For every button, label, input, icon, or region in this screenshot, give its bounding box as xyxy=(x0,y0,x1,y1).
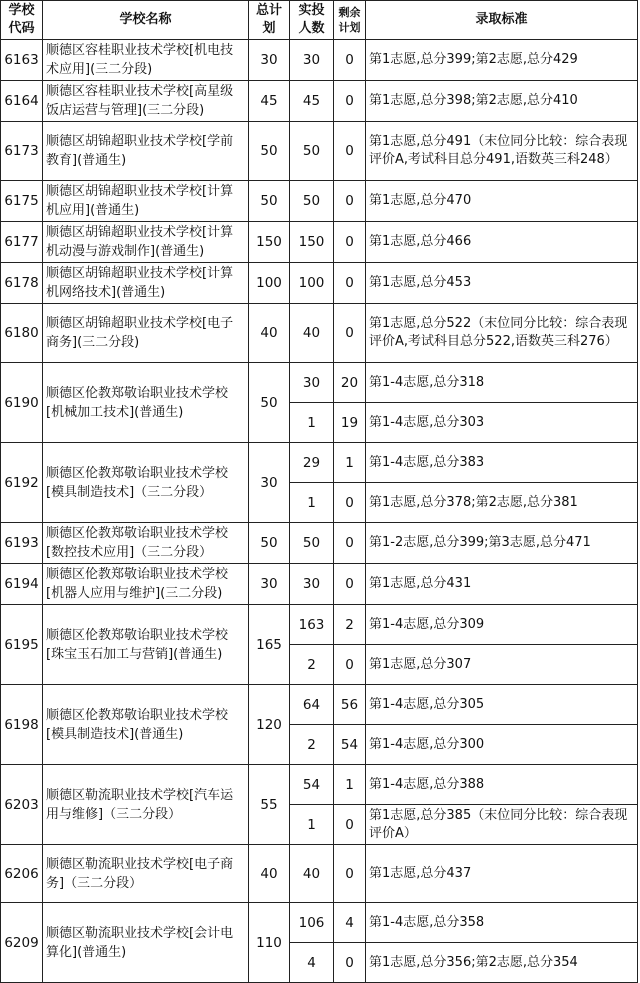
remaining-plan: 0 xyxy=(334,263,366,304)
remaining-plan: 0 xyxy=(334,805,366,845)
school-code: 6198 xyxy=(1,685,43,765)
remaining-plan: 19 xyxy=(334,403,366,443)
school-code: 6180 xyxy=(1,304,43,363)
school-code: 6206 xyxy=(1,845,43,903)
school-code: 6175 xyxy=(1,181,43,222)
admission-standard: 第1志愿,总分522（末位同分比较：综合表现评价A,考试科目总分522,语数英三科276） xyxy=(366,304,638,363)
remaining-plan: 54 xyxy=(334,725,366,765)
header-code: 学校代码 xyxy=(1,1,43,40)
admission-standard: 第1-2志愿,总分399;第3志愿,总分471 xyxy=(366,523,638,564)
admission-standard: 第1-4志愿,总分358 xyxy=(366,903,638,943)
admission-standard: 第1志愿,总分453 xyxy=(366,263,638,304)
table-row xyxy=(1,564,638,605)
admission-standard: 第1志愿,总分466 xyxy=(366,222,638,263)
table-row xyxy=(1,363,638,403)
remaining-plan: 1 xyxy=(334,443,366,483)
enrolled-count: 50 xyxy=(290,122,334,181)
school-code: 6190 xyxy=(1,363,43,443)
enrolled-count: 29 xyxy=(290,443,334,483)
table-row xyxy=(1,304,638,363)
school-name: 顺德区胡锦超职业技术学校[电子商务](三二分段) xyxy=(43,304,249,363)
admission-standard: 第1-4志愿,总分318 xyxy=(366,363,638,403)
school-name: 顺德区伦教郑敬诒职业技术学校[机械加工技术](普通生) xyxy=(43,363,249,443)
remaining-plan: 0 xyxy=(334,845,366,903)
table-row xyxy=(1,181,638,222)
enrolled-count: 2 xyxy=(290,645,334,685)
school-code: 6177 xyxy=(1,222,43,263)
total-plan: 45 xyxy=(249,81,290,122)
school-name: 顺德区胡锦超职业技术学校[学前教育](普通生) xyxy=(43,122,249,181)
school-name: 顺德区容桂职业技术学校[机电技术应用](三二分段) xyxy=(43,40,249,81)
header-enrolled: 实投人数 xyxy=(290,1,334,40)
enrolled-count: 40 xyxy=(290,845,334,903)
total-plan: 40 xyxy=(249,845,290,903)
remaining-plan: 0 xyxy=(334,523,366,564)
total-plan: 165 xyxy=(249,605,290,685)
remaining-plan: 0 xyxy=(334,181,366,222)
total-plan: 40 xyxy=(249,304,290,363)
table-row xyxy=(1,523,638,564)
admission-standard: 第1志愿,总分307 xyxy=(366,645,638,685)
total-plan: 30 xyxy=(249,564,290,605)
admission-standard: 第1-4志愿,总分309 xyxy=(366,605,638,645)
admission-standard: 第1志愿,总分385（末位同分比较：综合表现评价A） xyxy=(366,805,638,845)
school-code: 6192 xyxy=(1,443,43,523)
enrolled-count: 1 xyxy=(290,483,334,523)
enrolled-count: 2 xyxy=(290,725,334,765)
school-name: 顺德区伦教郑敬诒职业技术学校[机器人应用与维护](三二分段) xyxy=(43,564,249,605)
enrolled-count: 106 xyxy=(290,903,334,943)
table-body xyxy=(1,40,638,983)
table-row xyxy=(1,685,638,725)
total-plan: 50 xyxy=(249,181,290,222)
remaining-plan: 4 xyxy=(334,903,366,943)
header-total: 总计划 xyxy=(249,1,290,40)
school-code: 6173 xyxy=(1,122,43,181)
school-name: 顺德区胡锦超职业技术学校[计算机动漫与游戏制作](普通生) xyxy=(43,222,249,263)
school-name: 顺德区勒流职业技术学校[电子商务]（三二分段） xyxy=(43,845,249,903)
enrolled-count: 30 xyxy=(290,363,334,403)
admission-standard: 第1志愿,总分470 xyxy=(366,181,638,222)
school-name: 顺德区伦教郑敬诒职业技术学校[珠宝玉石加工与营销](普通生) xyxy=(43,605,249,685)
remaining-plan: 0 xyxy=(334,40,366,81)
table-row xyxy=(1,605,638,645)
table-row xyxy=(1,263,638,304)
admission-standard: 第1志愿,总分431 xyxy=(366,564,638,605)
header-row xyxy=(1,1,638,40)
enrolled-count: 45 xyxy=(290,81,334,122)
school-code: 6195 xyxy=(1,605,43,685)
remaining-plan: 56 xyxy=(334,685,366,725)
remaining-plan: 0 xyxy=(334,483,366,523)
enrolled-count: 30 xyxy=(290,564,334,605)
school-name: 顺德区胡锦超职业技术学校[计算机网络技术](普通生) xyxy=(43,263,249,304)
header-standard: 录取标准 xyxy=(366,1,638,40)
school-code: 6178 xyxy=(1,263,43,304)
school-code: 6193 xyxy=(1,523,43,564)
enrolled-count: 1 xyxy=(290,805,334,845)
school-code: 6194 xyxy=(1,564,43,605)
admission-standard: 第1-4志愿,总分305 xyxy=(366,685,638,725)
admission-standard: 第1志愿,总分398;第2志愿,总分410 xyxy=(366,81,638,122)
school-name: 顺德区伦教郑敬诒职业技术学校[模具制造技术]（三二分段） xyxy=(43,443,249,523)
enrolled-count: 150 xyxy=(290,222,334,263)
enrolled-count: 50 xyxy=(290,181,334,222)
school-name: 顺德区容桂职业技术学校[高星级饭店运营与管理](三二分段) xyxy=(43,81,249,122)
remaining-plan: 0 xyxy=(334,122,366,181)
enrolled-count: 100 xyxy=(290,263,334,304)
total-plan: 50 xyxy=(249,363,290,443)
table-row xyxy=(1,903,638,943)
remaining-plan: 1 xyxy=(334,765,366,805)
enrolled-count: 4 xyxy=(290,943,334,983)
admission-standard: 第1志愿,总分356;第2志愿,总分354 xyxy=(366,943,638,983)
enrolled-count: 40 xyxy=(290,304,334,363)
total-plan: 50 xyxy=(249,523,290,564)
school-name: 顺德区伦教郑敬诒职业技术学校[数控技术应用]（三二分段） xyxy=(43,523,249,564)
school-name: 顺德区勒流职业技术学校[会计电算化](普通生) xyxy=(43,903,249,983)
enrolled-count: 163 xyxy=(290,605,334,645)
total-plan: 50 xyxy=(249,122,290,181)
total-plan: 30 xyxy=(249,40,290,81)
admission-standard: 第1-4志愿,总分388 xyxy=(366,765,638,805)
header-school: 学校名称 xyxy=(43,1,249,40)
total-plan: 120 xyxy=(249,685,290,765)
total-plan: 150 xyxy=(249,222,290,263)
admission-standard: 第1志愿,总分378;第2志愿,总分381 xyxy=(366,483,638,523)
admission-standard: 第1志愿,总分491（末位同分比较：综合表现评价A,考试科目总分491,语数英三科248） xyxy=(366,122,638,181)
remaining-plan: 0 xyxy=(334,943,366,983)
school-code: 6163 xyxy=(1,40,43,81)
admission-standard: 第1-4志愿,总分300 xyxy=(366,725,638,765)
total-plan: 110 xyxy=(249,903,290,983)
school-name: 顺德区勒流职业技术学校[汽车运用与维修]（三二分段） xyxy=(43,765,249,845)
total-plan: 30 xyxy=(249,443,290,523)
enrolled-count: 54 xyxy=(290,765,334,805)
school-code: 6203 xyxy=(1,765,43,845)
remaining-plan: 0 xyxy=(334,564,366,605)
remaining-plan: 0 xyxy=(334,304,366,363)
remaining-plan: 20 xyxy=(334,363,366,403)
header-remaining: 剩余计划 xyxy=(334,1,366,40)
admission-standard: 第1-4志愿,总分383 xyxy=(366,443,638,483)
table-row xyxy=(1,40,638,81)
enrolled-count: 30 xyxy=(290,40,334,81)
remaining-plan: 2 xyxy=(334,605,366,645)
table-row xyxy=(1,81,638,122)
total-plan: 100 xyxy=(249,263,290,304)
school-name: 顺德区胡锦超职业技术学校[计算机应用](普通生) xyxy=(43,181,249,222)
table-row xyxy=(1,443,638,483)
school-name: 顺德区伦教郑敬诒职业技术学校[模具制造技术](普通生) xyxy=(43,685,249,765)
enrolled-count: 1 xyxy=(290,403,334,443)
school-code: 6164 xyxy=(1,81,43,122)
school-code: 6209 xyxy=(1,903,43,983)
table-row xyxy=(1,845,638,903)
enrolled-count: 50 xyxy=(290,523,334,564)
remaining-plan: 0 xyxy=(334,222,366,263)
enrolled-count: 64 xyxy=(290,685,334,725)
remaining-plan: 0 xyxy=(334,81,366,122)
admission-standard: 第1-4志愿,总分303 xyxy=(366,403,638,443)
table-row xyxy=(1,122,638,181)
admission-standard: 第1志愿,总分437 xyxy=(366,845,638,903)
table-row xyxy=(1,222,638,263)
remaining-plan: 0 xyxy=(334,645,366,685)
table-row xyxy=(1,765,638,805)
admission-standard: 第1志愿,总分399;第2志愿,总分429 xyxy=(366,40,638,81)
total-plan: 55 xyxy=(249,765,290,845)
